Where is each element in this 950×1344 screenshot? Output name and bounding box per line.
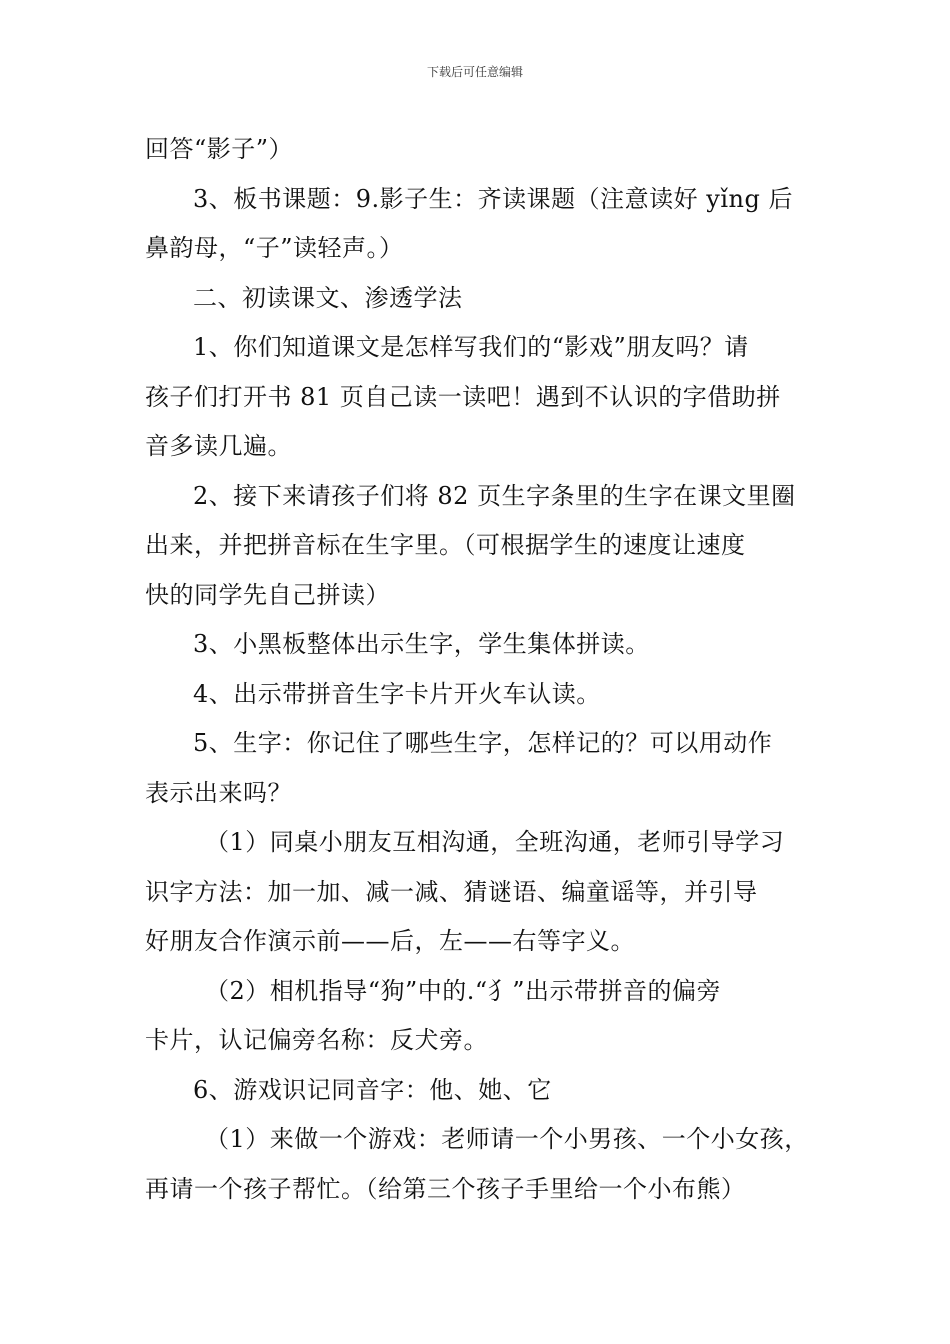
text-line: 识字方法：加一加、减一减、猜谜语、编童谣等，并引导 xyxy=(145,877,758,906)
text-line: （1）来做一个游戏：老师请一个小男孩、一个小女孩， xyxy=(205,1125,809,1153)
text-line: 鼻韵母，“子”读轻声。） xyxy=(145,234,404,262)
text-line: 好朋友合作演示前——后，左——右等字义。 xyxy=(145,927,635,955)
text-line: 再请一个孩子帮忙。（给第三个孩子手里给一个小布熊） xyxy=(145,1174,746,1203)
text-line: 3、板书课题：9.影子生：齐读课题（注意读好 yǐng 后 xyxy=(193,184,793,213)
text-line: 2、接下来请孩子们将 82 页生字条里的生字在课文里圈 xyxy=(193,481,796,510)
text-line: 出来，并把拼音标在生字里。（可根据学生的速度让速度 xyxy=(145,531,746,559)
text-line: 4、出示带拼音生字卡片开火车认读。 xyxy=(193,679,601,708)
text-line: 1、你们知道课文是怎样写我们的“影戏”朋友吗？请 xyxy=(193,333,749,361)
text-line: （2）相机指导“狗”中的.“犭”出示带拼音的偏旁 xyxy=(205,976,721,1005)
text-line: （1）同桌小朋友互相沟通，全班沟通，老师引导学习 xyxy=(205,828,785,856)
text-line: 回答“影子”） xyxy=(145,135,294,163)
text-line: 孩子们打开书 81 页自己读一读吧！遇到不认识的字借助拼 xyxy=(145,382,781,411)
text-line: 6、游戏识记同音字：他、她、它 xyxy=(193,1075,552,1104)
page-header: 下载后可任意编辑 xyxy=(426,65,523,79)
document-body xyxy=(145,125,815,1214)
text-line: 表示出来吗？ xyxy=(145,778,292,807)
text-line: 3、小黑板整体出示生字，学生集体拼读。 xyxy=(193,630,650,658)
text-line: 快的同学先自己拼读） xyxy=(145,580,390,609)
section-heading: 二、初读课文、渗透学法 xyxy=(193,283,463,312)
text-line: 5、生字：你记住了哪些生字，怎样记的？可以用动作 xyxy=(193,729,773,757)
text-line: 卡片，认记偏旁名称：反犬旁。 xyxy=(145,1026,488,1054)
text-line: 音多读几遍。 xyxy=(145,432,292,460)
